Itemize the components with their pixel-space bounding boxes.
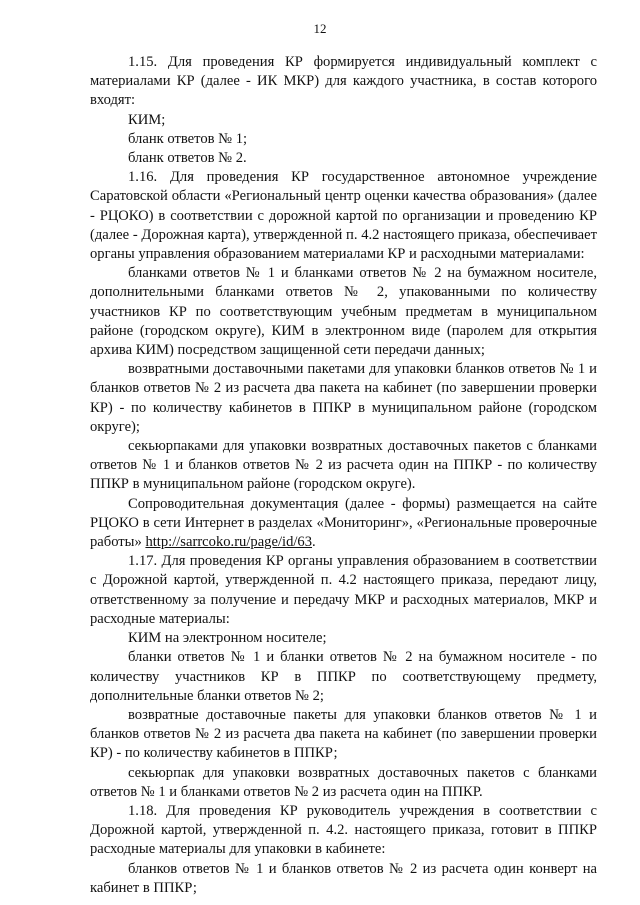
list-item-return-packets: возвратными доставочными пакетами для упаковки бланков ответов № 1 и бланков ответов № 2 из расчета два пакета на кабинет (по завершении проверки КР) - по количеству кабинетов в ППКР в муниципальном районе (городском округе); xyxy=(90,361,597,435)
list-item-securpak: секьюрпак для упаковки возвратных доставочных пакетов с бланками ответов № 1 и бланками ответов № 2 из расчета один на ППКР. xyxy=(90,764,597,800)
list-item-envelopes: бланков ответов № 1 и бланков ответов № 2 из расчета один конверт на кабинет в ППКР; xyxy=(90,860,597,896)
paragraph-forms xyxy=(90,495,597,553)
page-number: 12 xyxy=(313,21,327,36)
paragraph-1-18: 1.18. Для проведения КР руководитель учреждения в соответствии с Дорожной картой, утвержденной п. 4.2. настоящего приказа, готовит в ППКР расходные материалы для упаковки в кабинете: xyxy=(90,802,597,858)
forms-text-end: . xyxy=(312,534,316,551)
list-item-return-packets-2: возвратные доставочные пакеты для упаковки бланков ответов № 1 и бланков ответов № 2 из расчета два пакета на кабинет (по завершении проверки КР) - по количеству кабинетов в ППКР; xyxy=(90,706,597,762)
paragraph-1-15: 1.15. Для проведения КР формируется индивидуальный комплект с материалами КР (далее - ИК МКР) для каждого участника, в состав которого входят: xyxy=(90,54,597,109)
rcoko-site-link[interactable]: http://sarrcoko.ru/page/id/63 xyxy=(145,534,313,551)
paragraph-1-17: 1.17. Для проведения КР органы управления образованием в соответствии с Дорожной картой, утвержденной п. 4.2 настоящего приказа, передают лицу, ответственному за получение и передачу МКР и расходных материалов, МКР и расходные материалы: xyxy=(90,553,597,627)
document-body xyxy=(90,53,597,898)
list-item-securpaks: секьюрпаками для упаковки возвратных доставочных пакетов с бланками ответов № 1 и бланков ответов № 2 из расчета один на ППКР - по количеству ППКР в муниципальном районе (городском округе). xyxy=(90,438,597,493)
paragraph-1-16: 1.16. Для проведения КР государственное автономное учреждение Саратовской области «Региональный центр оценки качества образования» (далее - РЦОКО) в соответствии с дорожной картой по организации и проведению КР (далее - Дорожная карта), утвержденной п. 4.2 настоящего приказа, обеспечивает органы управления образованием материалами КР и расходными материалами: xyxy=(90,169,597,263)
list-item-answer-sheet-1: бланк ответов № 1; xyxy=(128,130,248,147)
list-item-kim: КИМ; xyxy=(128,111,166,128)
list-item-answer-sheets-count: бланки ответов № 1 и бланки ответов № 2 на бумажном носителе - по количеству участников КР в ППКР по соответствующему предмету, дополнительные бланки ответов № 2; xyxy=(90,649,597,704)
list-item-answer-sheet-2: бланк ответов № 2. xyxy=(128,150,247,167)
list-item-answer-sheets-paper: бланками ответов № 1 и бланками ответов № 2 на бумажном носителе, дополнительными бланками ответов № 2, упакованными по количеству участников КР по соответствующим учебным предметам в муниципальном районе (городском округе), КИМ в электронном виде (паролем для открытия архива КИМ) посредством защищенной сети передачи данных; xyxy=(90,265,597,359)
list-item-kim-electronic: КИМ на электронном носителе; xyxy=(128,630,327,647)
forms-text: Сопроводительная документация (далее - формы) размещается на сайте РЦОКО в сети Интернет в разделах «Мониторинг», «Региональные проверочные работы» xyxy=(90,495,597,551)
